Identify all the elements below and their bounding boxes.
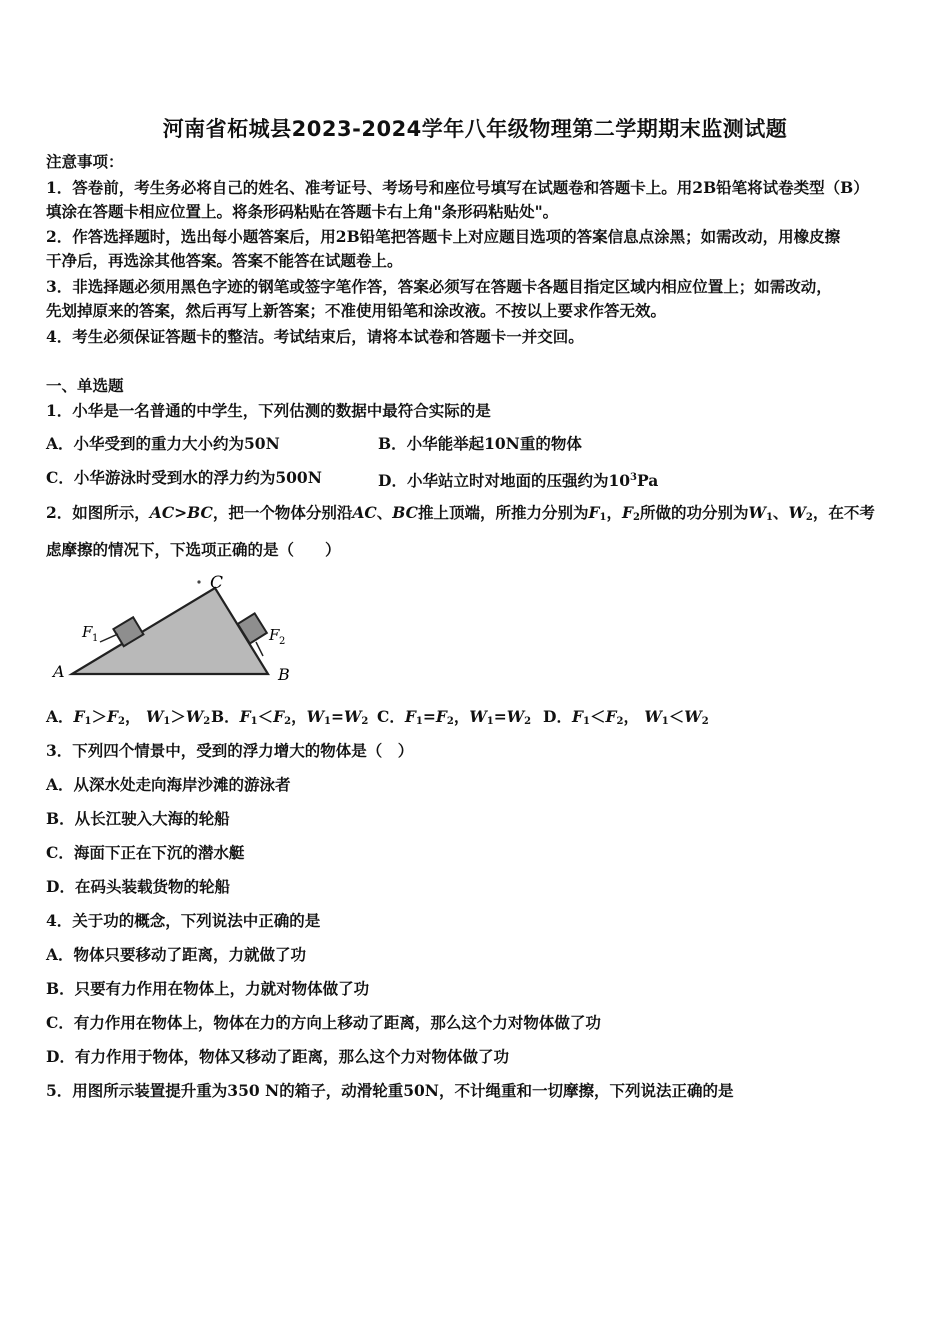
q2-var-f: F (588, 503, 600, 522)
q2-stem-line1 (46, 503, 875, 528)
q3-option-d: D．在码头装载货物的轮船 (46, 877, 230, 896)
q4-option-b: B．只要有力作用在物体上，力就对物体做了功 (46, 979, 370, 998)
var: W (185, 707, 204, 726)
var: W (306, 707, 325, 726)
sep: ， (291, 707, 307, 726)
q2-text: ，在不考 (812, 503, 875, 522)
q1-option-d (378, 468, 658, 491)
label-f2-sub: 2 (279, 636, 286, 647)
notice-line: 3．非选择题必须用黑色字迹的钢笔或签字笔作答，答案必须写在答题卡各题目指定区域内相应位置上；如需改动， (46, 277, 832, 296)
q2-text: ，把一个物体分别沿 (212, 503, 353, 522)
option-label: B． (211, 707, 240, 726)
q2-stem-line2: 虑摩擦的情况下，下选项正确的是（ ） (46, 540, 341, 559)
section-heading: 一、单选题 (46, 376, 124, 395)
q1-option-d-prefix: D．小华站立时对地面的压强约为10 (378, 471, 631, 490)
q2-text: 推上顶端，所推力分别为 (418, 503, 589, 522)
q2-option-a (46, 707, 210, 732)
q1-stem: 1．小华是一名普通的中学生，下列估测的数据中最符合实际的是 (46, 401, 491, 420)
relation: ＜ (589, 707, 606, 726)
q3-option-c: C．海面下正在下沉的潜水艇 (46, 843, 245, 862)
label-f2: F (269, 626, 280, 644)
relation: = (331, 707, 344, 726)
option-label: C． (377, 707, 405, 726)
incline-figure (50, 574, 300, 686)
q2-var-bc: BC (392, 503, 419, 522)
sub: 1 (415, 716, 423, 727)
var: W (644, 707, 662, 726)
q4-option-c: C．有力作用在物体上，物体在力的方向上移动了距离，那么这个力对物体做了功 (46, 1013, 601, 1032)
sub: 1 (84, 716, 92, 727)
sep: ， (453, 707, 470, 726)
sub: 1 (163, 716, 171, 727)
q1-option-d-exponent: 3 (630, 472, 637, 483)
label-f1-sub: 1 (92, 633, 99, 644)
label-b: B (278, 665, 290, 684)
q2-var-f: F (622, 503, 634, 522)
relation: = (493, 707, 507, 726)
q2-option-c (377, 707, 531, 732)
sub: 1 (582, 716, 590, 727)
label-f1: F (82, 623, 93, 641)
option-label: D． (543, 707, 572, 726)
sub: 1 (661, 716, 669, 727)
relation: ＜ (668, 707, 685, 726)
sub: 2 (701, 716, 709, 727)
q2-text: 、 (376, 503, 393, 522)
sub: 1 (486, 716, 494, 727)
var: W (145, 707, 164, 726)
label-a: A (53, 662, 65, 681)
dot-mark (197, 580, 200, 583)
q4-stem: 4．关于功的概念，下列说法中正确的是 (46, 911, 321, 930)
sub: 1 (250, 716, 258, 727)
sep: ， (125, 707, 141, 726)
q3-stem: 3．下列四个情景中，受到的浮力增大的物体是（ ） (46, 741, 414, 760)
var: F (435, 707, 447, 726)
sub: 2 (616, 716, 624, 727)
q2-text: 所做的功分别为 (640, 503, 749, 522)
incline-triangle (72, 588, 268, 674)
q5-stem: 5．用图所示装置提升重为350 N的箱子，动滑轮重50N，不计绳重和一切摩擦，下列说法正确的是 (46, 1081, 734, 1100)
relation: ＞ (170, 707, 186, 726)
notice-line: 4．考生必须保证答题卡的整洁。考试结束后，请将本试卷和答题卡一并交回。 (46, 327, 584, 346)
var: W (469, 707, 487, 726)
notice-line: 干净后，再选涂其他答案。答案不能答在试题卷上。 (46, 251, 403, 270)
q2-text: 、 (772, 503, 789, 522)
notice-line: 1．答卷前，考生务必将自己的姓名、准考证号、考场号和座位号填写在试题卷和答题卡上。用2B铅笔将试卷类型（B） (46, 178, 869, 197)
var: F (107, 707, 119, 726)
var: F (605, 707, 617, 726)
q2-var-w: W (788, 503, 806, 522)
label-c: C (210, 574, 224, 593)
sub: 2 (446, 716, 454, 727)
q2-text: 2．如图所示， (46, 503, 150, 522)
q2-condition: AC>BC (149, 503, 213, 522)
q3-option-a: A．从深水处走向海岸沙滩的游泳者 (46, 775, 291, 794)
q4-option-d: D．有力作用于物体，物体又移动了距离，那么这个力对物体做了功 (46, 1047, 509, 1066)
q1-option-a: A．小华受到的重力大小约为50N (46, 434, 280, 453)
page-title: 河南省柘城县2023-2024学年八年级物理第二学期期末监测试题 (162, 117, 788, 141)
var: F (404, 707, 416, 726)
var: F (239, 707, 251, 726)
q3-option-b: B．从长江驶入大海的轮船 (46, 809, 230, 828)
q2-var-w: W (748, 503, 766, 522)
q4-option-a: A．物体只要移动了距离，力就做了功 (46, 945, 307, 964)
sub: 2 (118, 716, 126, 727)
q2-option-d (543, 707, 709, 732)
q2-option-b (211, 707, 368, 732)
notice-heading: 注意事项： (46, 152, 124, 171)
q2-var-ac: AC (352, 503, 377, 522)
sep: ， (623, 707, 639, 726)
sub: 2 (361, 716, 369, 727)
q2-text: ， (606, 503, 623, 522)
q1-option-b: B．小华能举起10N重的物体 (378, 434, 582, 453)
notice-line: 填涂在答题卡相应位置上。将条形码粘贴在答题卡右上角"条形码粘贴处"。 (46, 202, 559, 221)
sub: 2 (524, 716, 532, 727)
q2-subscript: 2 (633, 512, 641, 523)
relation: ＜ (257, 707, 274, 726)
var: W (684, 707, 702, 726)
q2-subscript: 1 (765, 512, 773, 523)
var: W (506, 707, 525, 726)
q2-subscript: 2 (805, 512, 813, 523)
var: W (344, 707, 362, 726)
var: F (73, 707, 85, 726)
var: F (571, 707, 583, 726)
var: F (273, 707, 285, 726)
q1-option-c: C．小华游泳时受到水的浮力约为500N (46, 468, 322, 487)
relation: = (422, 707, 436, 726)
f1-arrow (100, 634, 118, 642)
option-label: A． (46, 707, 74, 726)
notice-line: 先划掉原来的答案，然后再写上新答案；不准使用铅笔和涂改液。不按以上要求作答无效。 (46, 301, 667, 320)
notice-line: 2．作答选择题时，选出每小题答案后，用2B铅笔把答题卡上对应题目选项的答案信息点涂黑；如需改动，用橡皮擦 (46, 227, 841, 246)
q1-option-d-unit: Pa (636, 471, 659, 490)
sub: 2 (284, 716, 292, 727)
relation: ＞ (91, 707, 108, 726)
q2-subscript: 1 (599, 512, 607, 523)
sub: 1 (324, 716, 331, 727)
f2-arrow (256, 642, 263, 656)
sub: 2 (203, 716, 211, 727)
